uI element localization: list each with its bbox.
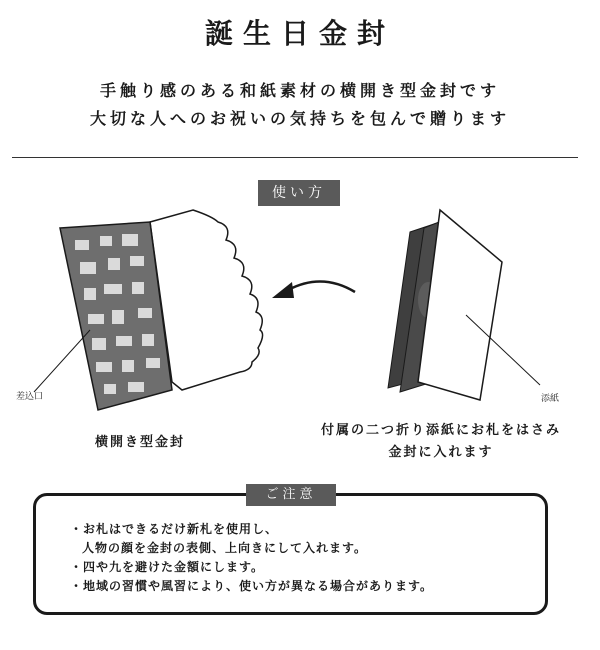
paper-caption-line-1: 付属の二つ折り添紙にお札をはさみ: [320, 423, 561, 438]
soeshi-label: 添紙: [541, 394, 560, 404]
envelope-caption: 横開き型金封: [94, 435, 185, 450]
curved-arrow-icon: [272, 281, 355, 298]
sashikomi-callout-line: [34, 330, 90, 392]
intro-line-2: 大切な人へのお祝いの気持ちを包んで贈ります: [89, 109, 510, 128]
notice-section-label: ご注意: [246, 484, 336, 506]
notice-item: ・お札はできるだけ新札を使用し、: [70, 522, 279, 536]
paper-caption-line-2: 金封に入れます: [388, 445, 494, 460]
sashikomi-label: 差込口: [16, 392, 44, 402]
intro-line-1: 手触り感のある和紙素材の横開き型金封です: [99, 81, 500, 100]
notice-item: ・四や九を避けた金額にします。: [70, 560, 265, 574]
folded-paper: [388, 210, 502, 400]
paper-caption: [282, 420, 600, 464]
page-title: 誕生日金封: [204, 17, 395, 50]
notice-item: 人物の顔を金封の表側、上向きにして入れます。: [82, 541, 368, 555]
usage-section-label: 使い方: [258, 180, 340, 206]
notice-list: [70, 520, 540, 596]
notice-item: ・地域の習慣や風習により、使い方が異なる場合があります。: [70, 579, 434, 593]
